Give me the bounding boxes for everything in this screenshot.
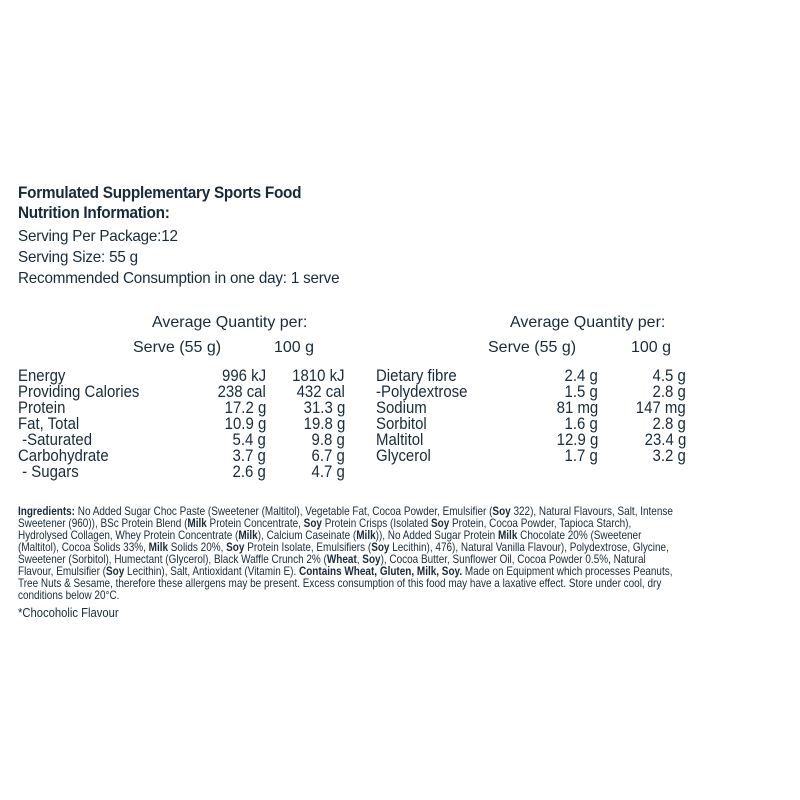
label-header bbox=[18, 183, 356, 289]
per100-value: 1810 kJ bbox=[292, 366, 345, 385]
per100-value: 4.7 g bbox=[311, 462, 345, 481]
nutrient-name: - Sugars bbox=[18, 462, 79, 481]
serve-value: 1.5 g bbox=[564, 382, 598, 401]
serve-value: 1.7 g bbox=[564, 446, 598, 465]
flavour-footnote: *Chocoholic Flavour bbox=[18, 606, 119, 620]
nutrient-name: Energy bbox=[18, 366, 66, 385]
per100-value: 19.8 g bbox=[303, 414, 345, 433]
nutrient-name: -Polydextrose bbox=[376, 382, 468, 401]
nutrient-name: -Saturated bbox=[18, 430, 93, 449]
right-col-100g: 100 g bbox=[631, 339, 672, 356]
serve-value: 81 mg bbox=[556, 398, 598, 417]
ingredients-label: Ingredients: bbox=[18, 504, 75, 518]
right-col-serve: Serve (55 g) bbox=[488, 339, 577, 356]
nutrition-title: Nutrition Information: bbox=[18, 204, 170, 222]
serve-value: 17.2 g bbox=[224, 398, 266, 417]
ingredients-text: Ingredients: No Added Sugar Choc Paste (Sweetener (Maltitol), Vegetable Fat, Cocoa Powder, Emulsifier (Soy 322), Natural Flavours, Salt, Intense Sweetener (960)), BSc Protein Blend (Milk Protein Concentrate, Soy Protein Crisps (Isolated Soy Protein, Cocoa Powder, Tapioca Starch), Hydrolysed Collagen, Whey Protein Concentrate (Milk), Calcium Caseinate (Milk)), No Added Sugar Protein Milk Chocolate 20% (Sweetener (Maltitol), Cocoa Solids 33%, Milk Solids 20%, Soy Protein Isolate, Emulsifiers (Soy Lecithin), 476), Natural Vanilla Flavour), Polydextrose, Glycine, Sweetener (Sorbitol), Humectant (Glycerol), Black Waffle Crunch 2% (Wheat, Soy), Cocoa Butter, Sunflower Oil, Cocoa Powder 0.5%, Natural Flavour, Emulsifier (Soy Lecithin), Salt, Antioxidant (Vitamin E). Contains Wheat, Gluten, Milk, Soy. Made on Equipment which processes Peanuts, Tree Nuts & Sesame, therefore these allergens may be present. Excess consumption of this food may have a laxative effect. Store under cool, dry conditions below 20°C. bbox=[18, 504, 673, 602]
per100-value: 9.8 g bbox=[311, 430, 345, 449]
left-col-serve: Serve (55 g) bbox=[133, 339, 222, 356]
serving-per-package: Serving Per Package:12 bbox=[18, 228, 178, 245]
serving-size: Serving Size: 55 g bbox=[18, 249, 138, 266]
right-avg-label: Average Quantity per: bbox=[510, 314, 666, 331]
allergen-statement: Contains Wheat, Gluten, Milk, Soy. bbox=[299, 564, 463, 578]
nutrient-name: Protein bbox=[18, 398, 66, 417]
nutrient-name: Providing Calories bbox=[18, 382, 140, 401]
nutrient-name: Sorbitol bbox=[376, 414, 427, 433]
nutrient-name: Dietary fibre bbox=[376, 366, 457, 385]
serve-value: 10.9 g bbox=[224, 414, 266, 433]
per100-value: 147 mg bbox=[636, 398, 686, 417]
nutrient-name: Fat, Total bbox=[18, 414, 80, 433]
serve-value: 238 cal bbox=[217, 382, 266, 401]
left-nutrient-table bbox=[18, 368, 358, 480]
per100-value: 23.4 g bbox=[644, 430, 686, 449]
serve-value: 5.4 g bbox=[232, 430, 266, 449]
per100-value: 6.7 g bbox=[311, 446, 345, 465]
nutrient-name: Carbohydrate bbox=[18, 446, 109, 465]
per100-value: 2.8 g bbox=[652, 414, 686, 433]
serve-value: 1.6 g bbox=[564, 414, 598, 433]
per100-value: 2.8 g bbox=[652, 382, 686, 401]
left-col-100g: 100 g bbox=[274, 339, 315, 356]
serve-value: 2.6 g bbox=[232, 462, 266, 481]
nutrient-name: Maltitol bbox=[376, 430, 424, 449]
table-row bbox=[376, 448, 692, 464]
serve-value: 3.7 g bbox=[232, 446, 266, 465]
serve-value: 12.9 g bbox=[556, 430, 598, 449]
serve-value: 2.4 g bbox=[564, 366, 598, 385]
table-row bbox=[18, 464, 358, 480]
left-avg-label: Average Quantity per: bbox=[152, 314, 308, 331]
nutrient-name: Sodium bbox=[376, 398, 427, 417]
per100-value: 31.3 g bbox=[303, 398, 345, 417]
per100-value: 432 cal bbox=[296, 382, 345, 401]
per100-value: 4.5 g bbox=[652, 366, 686, 385]
product-type: Formulated Supplementary Sports Food bbox=[18, 184, 302, 202]
per100-value: 3.2 g bbox=[652, 446, 686, 465]
nutrient-name: Glycerol bbox=[376, 446, 431, 465]
right-nutrient-table bbox=[376, 368, 692, 464]
recommended-consumption: Recommended Consumption in one day: 1 serve bbox=[18, 270, 340, 287]
serve-value: 996 kJ bbox=[221, 366, 266, 385]
